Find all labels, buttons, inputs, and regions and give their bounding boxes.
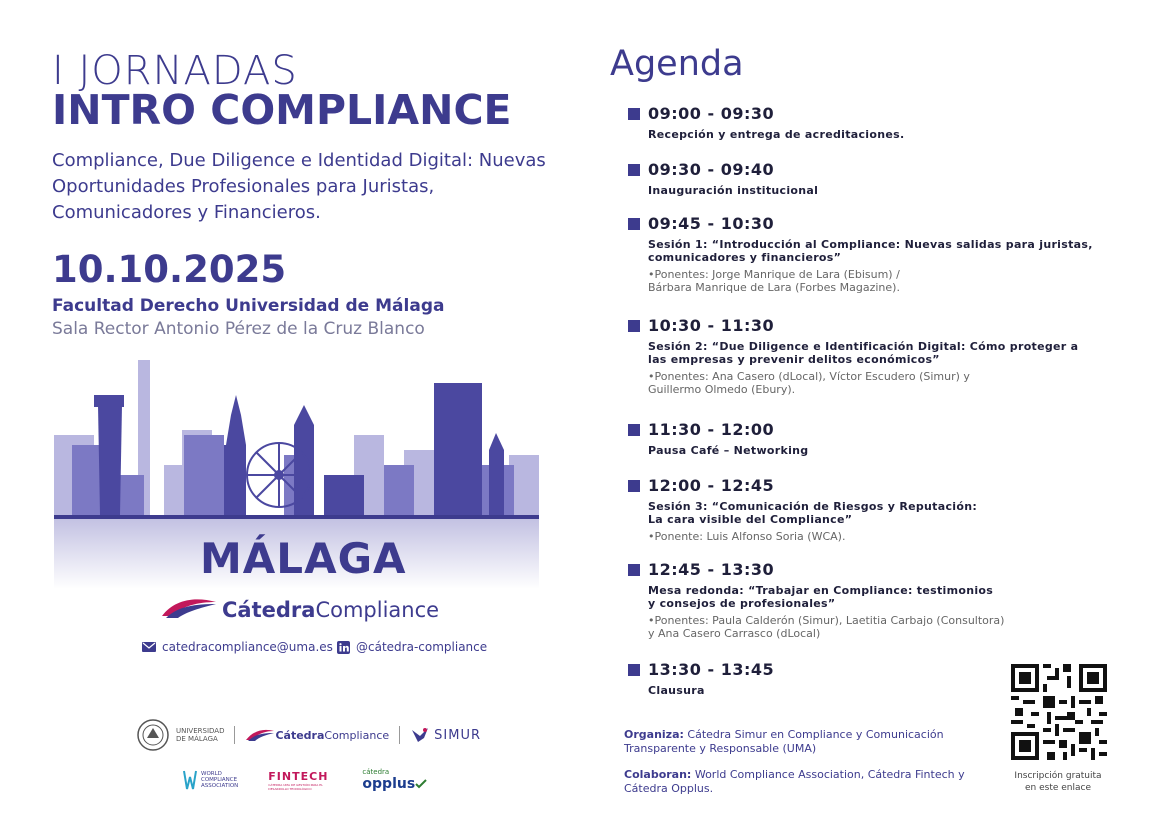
catedra-compliance-logo-icon xyxy=(160,596,218,620)
sponsor-logos-row2 xyxy=(182,768,427,792)
agenda-speakers: •Ponentes: Ana Casero (dLocal), Víctor Escudero (Simur) y Guillermo Olmedo (Ebury). xyxy=(648,370,970,396)
simur-bird-icon xyxy=(410,726,430,744)
agenda-item xyxy=(628,214,1093,294)
agenda-description: Clausura xyxy=(648,684,705,697)
bullet-square-icon xyxy=(628,164,640,176)
linkedin-text: @cátedra-compliance xyxy=(356,640,488,654)
uma-seal-icon xyxy=(136,718,170,752)
agenda-time xyxy=(628,420,808,439)
qr-caption: Inscripción gratuita en este enlace xyxy=(1014,771,1102,793)
agenda-time xyxy=(628,660,774,679)
colaboran-text: Colaboran: World Compliance Association, Cátedra Fintech y Cátedra Opplus. xyxy=(624,768,965,795)
event-title-line1: I JORNADAS xyxy=(52,48,298,94)
agenda-description: Mesa redonda: “Trabajar en Compliance: testimonios y consejos de profesionales” xyxy=(648,584,994,610)
catedra-compliance-brand: CátedraCompliance xyxy=(222,598,440,622)
email-contact[interactable] xyxy=(142,640,333,654)
agenda-description: Sesión 3: “Comunicación de Riesgos y Reputación: La cara visible del Compliance” xyxy=(648,500,978,526)
agenda-time-text: 09:45 - 10:30 xyxy=(648,214,775,233)
fintech-logo: FINTECH CÁTEDRA UMA DE GESTIÓN PARA EL DESARROLLO TECNOLÓGICO xyxy=(268,769,329,791)
agenda-time-text: 12:45 - 13:30 xyxy=(648,560,775,579)
bullet-square-icon xyxy=(628,480,640,492)
agenda-time xyxy=(628,214,1093,233)
agenda-time-text: 12:00 - 12:45 xyxy=(648,476,775,495)
logo-divider xyxy=(399,726,400,744)
agenda-item xyxy=(628,660,774,697)
catedra-small-logo-icon xyxy=(245,728,275,742)
bullet-square-icon xyxy=(628,564,640,576)
opplus-check-icon xyxy=(415,779,427,789)
agenda-item xyxy=(628,560,1004,640)
agenda-time-text: 09:30 - 09:40 xyxy=(648,160,775,179)
linkedin-icon xyxy=(337,641,350,654)
city-name: MÁLAGA xyxy=(200,534,407,583)
wca-logo-text: WORLD COMPLIANCE ASSOCIATION xyxy=(201,771,239,789)
logo-divider xyxy=(234,726,235,744)
event-venue: Facultad Derecho Universidad de Málaga xyxy=(52,296,445,316)
wca-logo-icon xyxy=(182,769,198,791)
bullet-square-icon xyxy=(628,320,640,332)
sponsor-logos-row1 xyxy=(136,718,481,752)
agenda-speakers: •Ponentes: Jorge Manrique de Lara (Ebisum) / Bárbara Manrique de Lara (Forbes Magazine). xyxy=(648,268,900,294)
agenda-time xyxy=(628,316,1078,335)
agenda-time xyxy=(628,560,1004,579)
agenda-item xyxy=(628,316,1078,396)
agenda-item xyxy=(628,160,818,197)
bullet-square-icon xyxy=(628,108,640,120)
agenda-description: Inauguración institucional xyxy=(648,184,819,197)
organiza-text: Organiza: Cátedra Simur en Compliance y Comunicación Transparente y Responsable (UMA) xyxy=(624,728,944,755)
agenda-description: Sesión 1: “Introducción al Compliance: Nuevas salidas para juristas, comunicadores y financieros” xyxy=(648,238,1093,264)
agenda-item xyxy=(628,420,808,457)
agenda-item xyxy=(628,104,904,141)
event-subtitle: Compliance, Due Diligence e Identidad Digital: Nuevas Oportunidades Profesionales para Juristas, Comunicadores y Financieros. xyxy=(52,150,546,223)
agenda-time-text: 10:30 - 11:30 xyxy=(648,316,775,335)
simur-logo-text: SIMUR xyxy=(434,727,481,743)
event-title-line2: INTRO COMPLIANCE xyxy=(52,86,512,134)
agenda-speakers: •Ponentes: Paula Calderón (Simur), Laetitia Carbajo (Consultora) y Ana Casero Carrasco (dLocal) xyxy=(648,614,1005,640)
agenda-time-text: 09:00 - 09:30 xyxy=(648,104,775,123)
agenda-time-text: 13:30 - 13:45 xyxy=(648,660,775,679)
agenda-description: Sesión 2: “Due Diligence e Identificación Digital: Cómo proteger a las empresas y prevenir delitos económicos” xyxy=(648,340,1079,366)
agenda-title: Agenda xyxy=(610,44,744,84)
bullet-square-icon xyxy=(628,664,640,676)
email-icon xyxy=(142,642,156,652)
linkedin-contact[interactable] xyxy=(337,640,487,654)
agenda-description: Recepción y entrega de acreditaciones. xyxy=(648,128,905,141)
uma-logo-text: UNIVERSIDAD DE MÁLAGA xyxy=(176,727,225,743)
opplus-logo: cátedra opplus xyxy=(362,768,427,792)
bullet-square-icon xyxy=(628,218,640,230)
agenda-time-text: 11:30 - 12:00 xyxy=(648,420,775,439)
agenda-speakers: •Ponente: Luis Alfonso Soria (WCA). xyxy=(648,530,846,543)
email-text: catedracompliance@uma.es xyxy=(162,640,333,654)
agenda-description: Pausa Café – Networking xyxy=(648,444,809,457)
bullet-square-icon xyxy=(628,424,640,436)
event-room: Sala Rector Antonio Pérez de la Cruz Blanco xyxy=(52,319,425,339)
registration-qr-code[interactable] xyxy=(1011,664,1107,760)
agenda-item xyxy=(628,476,977,543)
agenda-time xyxy=(628,160,818,179)
catedra-small-logo-text: CátedraCompliance xyxy=(275,728,390,742)
event-date: 10.10.2025 xyxy=(52,248,287,291)
agenda-time xyxy=(628,476,977,495)
agenda-time xyxy=(628,104,904,123)
